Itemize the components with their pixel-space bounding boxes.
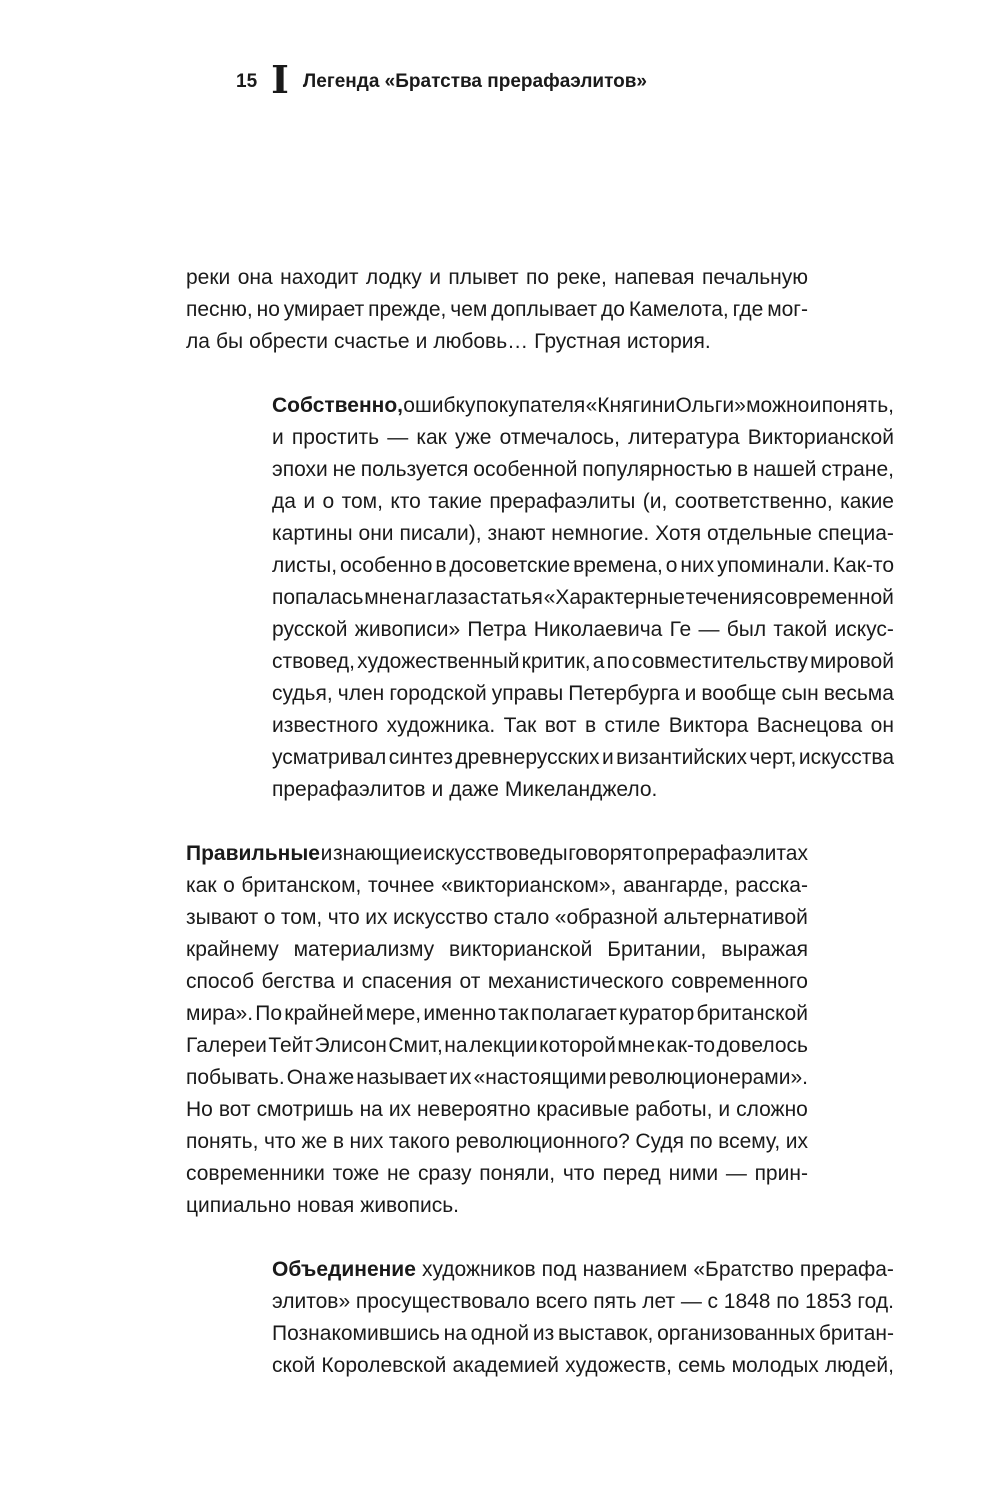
word: Судя	[635, 1130, 684, 1153]
paragraph-4-line-4	[272, 1350, 894, 1382]
word: понять,	[186, 1130, 259, 1153]
word: о	[263, 906, 276, 929]
word: реке,	[556, 266, 607, 289]
word: Элисон	[314, 1034, 387, 1057]
word: специа-	[817, 522, 894, 545]
word: что	[562, 1162, 595, 1185]
word: Тейт	[268, 1034, 314, 1057]
paragraph-3-line-11	[186, 1158, 808, 1190]
word: как	[416, 426, 447, 449]
word: история.	[626, 330, 711, 353]
word: о	[642, 842, 655, 865]
paragraph-2-line-1	[272, 390, 894, 422]
word: бы	[215, 330, 244, 353]
word: Как-то	[832, 554, 894, 577]
word: авангарде,	[622, 874, 729, 897]
word: они	[358, 522, 394, 545]
word: в	[435, 554, 447, 577]
word: где	[732, 298, 764, 321]
word: глаза	[426, 586, 480, 609]
word: говорят	[568, 842, 643, 865]
word: судья,	[272, 682, 333, 705]
word: вот	[544, 714, 577, 737]
word: художеств,	[565, 1354, 672, 1377]
word: по	[606, 650, 630, 673]
word: перед	[602, 1162, 661, 1185]
paragraph-2-line-6	[272, 550, 894, 582]
word: Николаевича	[533, 618, 663, 641]
word: доплывает	[491, 298, 598, 321]
word: уже	[455, 426, 492, 449]
word: прерафаэлиты	[489, 490, 636, 513]
paragraph-3-line-10	[186, 1126, 808, 1158]
word: выставок,	[557, 1322, 654, 1345]
word: Познакомившись	[272, 1322, 440, 1345]
paragraph-2-line-8	[272, 614, 894, 646]
word: называет	[356, 1066, 448, 1089]
word: названием	[582, 1258, 688, 1281]
word: ними	[668, 1162, 719, 1185]
word: искусствоведы	[422, 842, 568, 865]
word: 1848	[723, 1290, 771, 1313]
word: песню,	[186, 298, 253, 321]
word: такие	[428, 490, 482, 513]
word: одной	[470, 1322, 530, 1345]
word: в	[584, 714, 597, 737]
word: ствовед,	[272, 650, 355, 673]
word: усматривал	[272, 746, 387, 769]
paragraph-3-line-7	[186, 1030, 808, 1062]
word: листы,	[272, 554, 338, 577]
word: немногие.	[551, 522, 650, 545]
word: что	[327, 906, 360, 929]
word: спасения	[361, 970, 453, 993]
word: о	[665, 554, 678, 577]
word: ской	[272, 1354, 316, 1377]
word: эпохи	[272, 458, 328, 481]
word: стране,	[821, 458, 894, 481]
word: она	[237, 266, 273, 289]
paragraph-3-line-8	[186, 1062, 808, 1094]
word: попалась	[272, 586, 364, 609]
word: мне	[617, 1034, 656, 1057]
word: альтернативой	[663, 906, 808, 929]
word: способ	[186, 970, 254, 993]
word: которой	[539, 1034, 616, 1057]
word: Викторианской	[747, 426, 894, 449]
word: мне	[364, 586, 402, 609]
word: «Братство	[693, 1258, 794, 1281]
paragraph-3-line-1	[186, 838, 808, 870]
paragraph-2-line-5	[272, 518, 894, 550]
word: крайнему	[186, 938, 279, 961]
word: работы,	[635, 1098, 713, 1121]
word: новая	[297, 1194, 355, 1217]
word: кто	[390, 490, 421, 513]
paragraph-1-line-3	[186, 326, 808, 358]
paragraph-2-line-4	[272, 486, 894, 518]
word: всего	[535, 1290, 588, 1313]
word: статья	[479, 586, 543, 609]
word: прерафа-	[799, 1258, 894, 1281]
word: член	[337, 682, 385, 705]
word: отдельные	[707, 522, 812, 545]
word: вот	[218, 1098, 251, 1121]
word: бегства	[261, 970, 335, 993]
word: викторианской	[449, 938, 593, 961]
word: современной	[764, 586, 894, 609]
word: особенной	[473, 458, 578, 481]
word: о	[322, 490, 335, 513]
word: не	[386, 1162, 411, 1185]
word: течения	[685, 586, 764, 609]
paragraph-3-line-9	[186, 1094, 808, 1126]
word: пользуется	[360, 458, 469, 481]
word: современники	[186, 1162, 325, 1185]
word: Королевской	[321, 1354, 447, 1377]
word: мог-	[767, 298, 808, 321]
paragraph-3-line-6	[186, 998, 808, 1030]
paragraph-2-line-11	[272, 710, 894, 742]
word: именно	[423, 1002, 497, 1025]
word: семь	[677, 1354, 726, 1377]
word: такого	[388, 1130, 450, 1153]
word: такой	[773, 618, 828, 641]
word: невероятно	[417, 1098, 531, 1121]
word: прежде,	[368, 298, 447, 321]
word: пять	[593, 1290, 637, 1313]
word: «Характерные	[543, 586, 685, 609]
word: «настоящими	[473, 1066, 607, 1089]
word: Ге	[669, 618, 692, 641]
word: на	[359, 1098, 383, 1121]
word: покупателя	[475, 394, 586, 417]
word: (и,	[642, 490, 668, 513]
word: механистического	[487, 970, 664, 993]
word: по	[689, 1130, 713, 1153]
word: до	[600, 298, 625, 321]
word: по	[776, 1290, 800, 1313]
word: революционерами».	[608, 1066, 808, 1089]
word: критик,	[521, 650, 591, 673]
word: и	[431, 778, 444, 801]
word: ла	[186, 330, 210, 353]
word: и	[303, 490, 316, 513]
word: времена,	[573, 554, 663, 577]
word: сын	[781, 682, 819, 705]
paragraph-lead-word: Собственно,	[272, 394, 403, 417]
word: побывать.	[186, 1066, 285, 1089]
word: их	[449, 1066, 472, 1089]
paragraph-1-line-1	[186, 262, 808, 294]
word: Хотя	[655, 522, 702, 545]
word: синтез	[388, 746, 453, 769]
word: с	[707, 1290, 719, 1313]
word: тоже	[332, 1162, 380, 1185]
word: —	[387, 426, 409, 449]
word: их	[785, 1130, 808, 1153]
word: совместительству	[631, 650, 808, 673]
word: чем	[450, 298, 488, 321]
word: из	[532, 1322, 555, 1345]
word: по	[526, 266, 550, 289]
word: древнерусских	[455, 746, 600, 769]
word: на	[402, 586, 427, 609]
paragraph-2-line-12	[272, 742, 894, 774]
chapter-number: I	[271, 57, 289, 102]
word: и	[601, 746, 614, 769]
paragraph-2-line-9	[272, 646, 894, 678]
word: искусство	[392, 906, 489, 929]
paragraph-1-line-2	[186, 294, 808, 326]
word: стиле	[604, 714, 661, 737]
word: точнее	[367, 874, 435, 897]
word: Ольги»	[675, 394, 746, 417]
word: том,	[280, 906, 323, 929]
word: довелось	[716, 1034, 808, 1057]
word: прерафаэлитов	[272, 778, 426, 801]
word: же	[301, 1130, 328, 1153]
word: искус-	[834, 618, 894, 641]
word: да	[272, 490, 296, 513]
word: смотришь	[256, 1098, 354, 1121]
word: Петербурга	[568, 682, 680, 705]
word: о	[223, 874, 235, 897]
word: Британии,	[607, 938, 707, 961]
word: а	[592, 650, 605, 673]
word: британ-	[818, 1322, 894, 1345]
word: даже	[449, 778, 499, 801]
word: прерафаэлитах	[655, 842, 808, 865]
word: сразу	[417, 1162, 472, 1185]
word: ципиально	[186, 1194, 292, 1217]
word: и	[684, 682, 697, 705]
word: лекции	[469, 1034, 538, 1057]
word: художника.	[386, 714, 496, 737]
paragraph-lead-word: Правильные	[186, 842, 320, 865]
word: от	[459, 970, 481, 993]
word: реки	[186, 266, 231, 289]
paragraph-2-line-7	[272, 582, 894, 614]
word: Петра	[467, 618, 527, 641]
word: Грустная	[534, 330, 621, 353]
word: простить	[291, 426, 380, 449]
word: британской	[696, 1002, 808, 1025]
paragraph-2-line-2	[272, 422, 894, 454]
word: понять,	[821, 394, 894, 417]
word: что	[263, 1130, 296, 1153]
paragraph-4-line-2	[272, 1286, 894, 1318]
paragraph-4-line-1	[272, 1254, 894, 1286]
page-number: 15	[236, 71, 258, 92]
word: счастье	[333, 330, 410, 353]
word: популярностью	[582, 458, 733, 481]
word: упоминали.	[717, 554, 830, 577]
word: знающие	[332, 842, 423, 865]
word: расска-	[735, 874, 808, 897]
word: Она	[286, 1066, 327, 1089]
word: и	[429, 266, 441, 289]
paragraph-2-line-10	[272, 678, 894, 710]
word: прин-	[754, 1162, 808, 1185]
word: художественный	[357, 650, 520, 673]
word: год.	[857, 1290, 894, 1313]
word: материализму	[293, 938, 435, 961]
word: лет	[642, 1290, 676, 1313]
word: умирает	[283, 298, 365, 321]
word: можно	[746, 394, 810, 417]
word: Васнецова	[756, 714, 863, 737]
word: Микеланджело.	[504, 778, 658, 801]
word: же	[328, 1066, 355, 1089]
word: том,	[341, 490, 383, 513]
word: как	[186, 874, 217, 897]
word: ошибку	[403, 394, 476, 417]
word: «Княгини	[585, 394, 676, 417]
word: людей,	[824, 1354, 894, 1377]
word: куратор	[618, 1002, 695, 1025]
word: он	[870, 714, 894, 737]
word: —	[725, 1162, 747, 1185]
word: под	[541, 1258, 577, 1281]
word: всему,	[718, 1130, 781, 1153]
word: выражая	[721, 938, 808, 961]
word: и	[342, 970, 355, 993]
word: британском,	[241, 874, 362, 897]
word: лодку	[365, 266, 422, 289]
word: знают	[487, 522, 546, 545]
paragraph-lead-word: Объединение	[272, 1258, 416, 1281]
chapter-title: Легенда «Братства прерафаэлитов»	[302, 71, 647, 92]
word: печальную	[701, 266, 808, 289]
word: не	[332, 458, 356, 481]
word: крайней	[284, 1002, 364, 1025]
word: так	[498, 1002, 529, 1025]
word: и	[320, 842, 333, 865]
word: их	[365, 906, 388, 929]
word: Виктора	[668, 714, 749, 737]
word: «викторианском»,	[441, 874, 617, 897]
paragraph-3-line-3	[186, 902, 808, 934]
word: напевая	[614, 266, 695, 289]
word: плывет	[448, 266, 519, 289]
running-header	[236, 57, 647, 102]
word: находит	[280, 266, 359, 289]
word: в	[332, 1130, 344, 1153]
word: нашей	[752, 458, 817, 481]
word: Смит,	[388, 1034, 443, 1057]
word: художников	[421, 1258, 536, 1281]
word: живопись.	[360, 1194, 460, 1217]
word: обрести	[249, 330, 328, 353]
word: любовь…	[433, 330, 529, 353]
word: мировой	[810, 650, 894, 673]
word: в	[736, 458, 749, 481]
word: них	[349, 1130, 384, 1153]
word: известного	[272, 714, 379, 737]
word: литература	[628, 426, 740, 449]
paragraph-3-line-5	[186, 966, 808, 998]
word: поняли,	[479, 1162, 556, 1185]
word: мере,	[365, 1002, 422, 1025]
word: академией	[452, 1354, 559, 1377]
word: вообще	[701, 682, 777, 705]
word: Так	[503, 714, 537, 737]
word: на	[443, 1322, 467, 1345]
word: зывают	[186, 906, 259, 929]
word: на	[444, 1034, 468, 1057]
paragraph-4-line-3	[272, 1318, 894, 1350]
word: —	[680, 1290, 702, 1313]
word: как-то	[656, 1034, 716, 1057]
word: организованных	[657, 1322, 816, 1345]
word: и	[718, 1098, 731, 1121]
paragraph-2-line-13	[272, 774, 894, 806]
word: их	[388, 1098, 412, 1121]
word: управы	[491, 682, 564, 705]
word: был	[726, 618, 767, 641]
word: —	[698, 618, 720, 641]
word: «образной	[554, 906, 658, 929]
word: какие	[840, 490, 894, 513]
word: современного	[671, 970, 808, 993]
word: черт,	[749, 746, 797, 769]
word: Галереи	[186, 1034, 267, 1057]
paragraph-2-line-3	[272, 454, 894, 486]
word: Камелота,	[628, 298, 729, 321]
word: городской	[389, 682, 487, 705]
word: весьма	[823, 682, 894, 705]
word: элитов»	[272, 1290, 351, 1313]
paragraph-3-line-12	[186, 1190, 808, 1222]
word: По	[255, 1002, 283, 1025]
word: сложно	[736, 1098, 808, 1121]
word: отмечалось,	[499, 426, 620, 449]
word: но	[256, 298, 280, 321]
word: стало	[493, 906, 550, 929]
word: картины	[272, 522, 353, 545]
word: революционного?	[455, 1130, 630, 1153]
word: мира».	[186, 1002, 254, 1025]
word: и	[809, 394, 822, 417]
word: 1853	[804, 1290, 852, 1313]
word: и	[415, 330, 428, 353]
word: писали),	[399, 522, 482, 545]
word: просуществовало	[355, 1290, 530, 1313]
word: живописи»	[354, 618, 461, 641]
word: особенно	[339, 554, 433, 577]
word: соответственно,	[674, 490, 833, 513]
word: молодых	[731, 1354, 819, 1377]
paragraph-3-line-4	[186, 934, 808, 966]
word: Но	[186, 1098, 213, 1121]
word: досоветские	[449, 554, 571, 577]
word: искусства	[798, 746, 894, 769]
word: них	[680, 554, 715, 577]
word: красивые	[536, 1098, 630, 1121]
word: полагает	[530, 1002, 617, 1025]
word: русской	[272, 618, 348, 641]
paragraph-3-line-2	[186, 870, 808, 902]
word: и	[272, 426, 284, 449]
word: византийских	[616, 746, 747, 769]
